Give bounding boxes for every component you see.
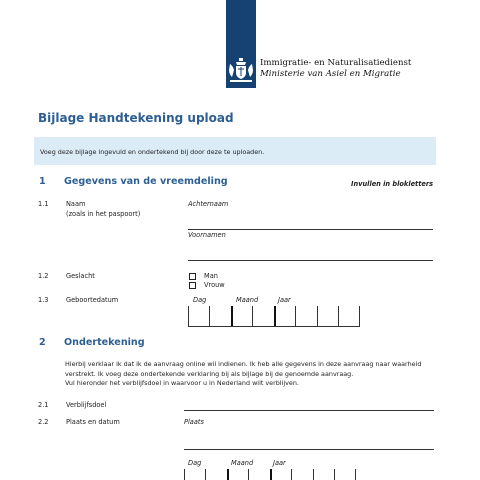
organization-name (260, 58, 411, 80)
year-caption: Jaar (278, 296, 291, 304)
firstname-field[interactable] (188, 260, 433, 261)
intro-text: Voeg deze bijlage ingevuld en ondertekend bij door deze te uploaden. (40, 148, 265, 156)
signature-date-field[interactable] (184, 469, 356, 480)
female-option-label: Vrouw (204, 281, 225, 289)
declaration-line: Vul hieronder het verblijfsdoel in waarvoor u in Nederland wilt verblijven. (65, 379, 299, 387)
purpose-label: Verblijfsdoel (66, 401, 107, 409)
surname-caption: Achternaam (188, 200, 229, 208)
place-caption: Plaats (184, 418, 204, 426)
surname-field[interactable] (188, 229, 433, 230)
birthdate-field[interactable] (188, 306, 360, 327)
gender-label: Geslacht (66, 272, 95, 280)
day-caption: Dag (188, 459, 202, 467)
birthdate-label: Geboortedatum (66, 296, 119, 304)
place-field[interactable] (184, 449, 434, 450)
male-option-label: Man (204, 272, 218, 280)
field-number: 1.3 (38, 296, 49, 304)
document-title: Bijlage Handtekening upload (38, 111, 234, 125)
year-caption: Jaar (273, 459, 286, 467)
declaration-line: Hierbij verklaar ik dat ik de aanvraag online wil indienen. Ik heb alle gegevens in deze aanvraag naar waarheid (65, 360, 422, 368)
day-caption: Dag (193, 296, 207, 304)
section-number: 2 (39, 337, 46, 348)
section-number: 1 (39, 176, 46, 187)
field-number: 2.1 (38, 401, 49, 409)
org-name-line1: Immigratie- en Naturalisatiedienst (260, 58, 412, 68)
field-number: 1.2 (38, 272, 49, 280)
crest-icon (227, 56, 255, 84)
month-caption: Maand (231, 459, 254, 467)
purpose-field[interactable] (184, 410, 434, 411)
name-sublabel: (zoals in het paspoort) (66, 210, 141, 218)
block-letters-note: Invullen in blokletters (351, 180, 433, 188)
field-number: 2.2 (38, 418, 49, 426)
month-caption: Maand (236, 296, 259, 304)
male-checkbox[interactable] (189, 273, 196, 280)
name-label: Naam (66, 200, 86, 208)
declaration-line: verstrekt. Ik voeg deze ondertekende verklaring bij als bijlage bij de genoemde aanvraag. (65, 369, 354, 378)
section-title: Gegevens van de vreemdeling (64, 176, 228, 187)
place-date-label: Plaats en datum (66, 418, 120, 426)
org-name-line2: Ministerie van Asiel en Migratie (260, 69, 401, 79)
field-number: 1.1 (38, 200, 49, 208)
female-checkbox[interactable] (189, 282, 196, 289)
section-title: Ondertekening (64, 337, 145, 348)
firstname-caption: Voornamen (188, 231, 226, 239)
declaration-text (65, 360, 421, 389)
